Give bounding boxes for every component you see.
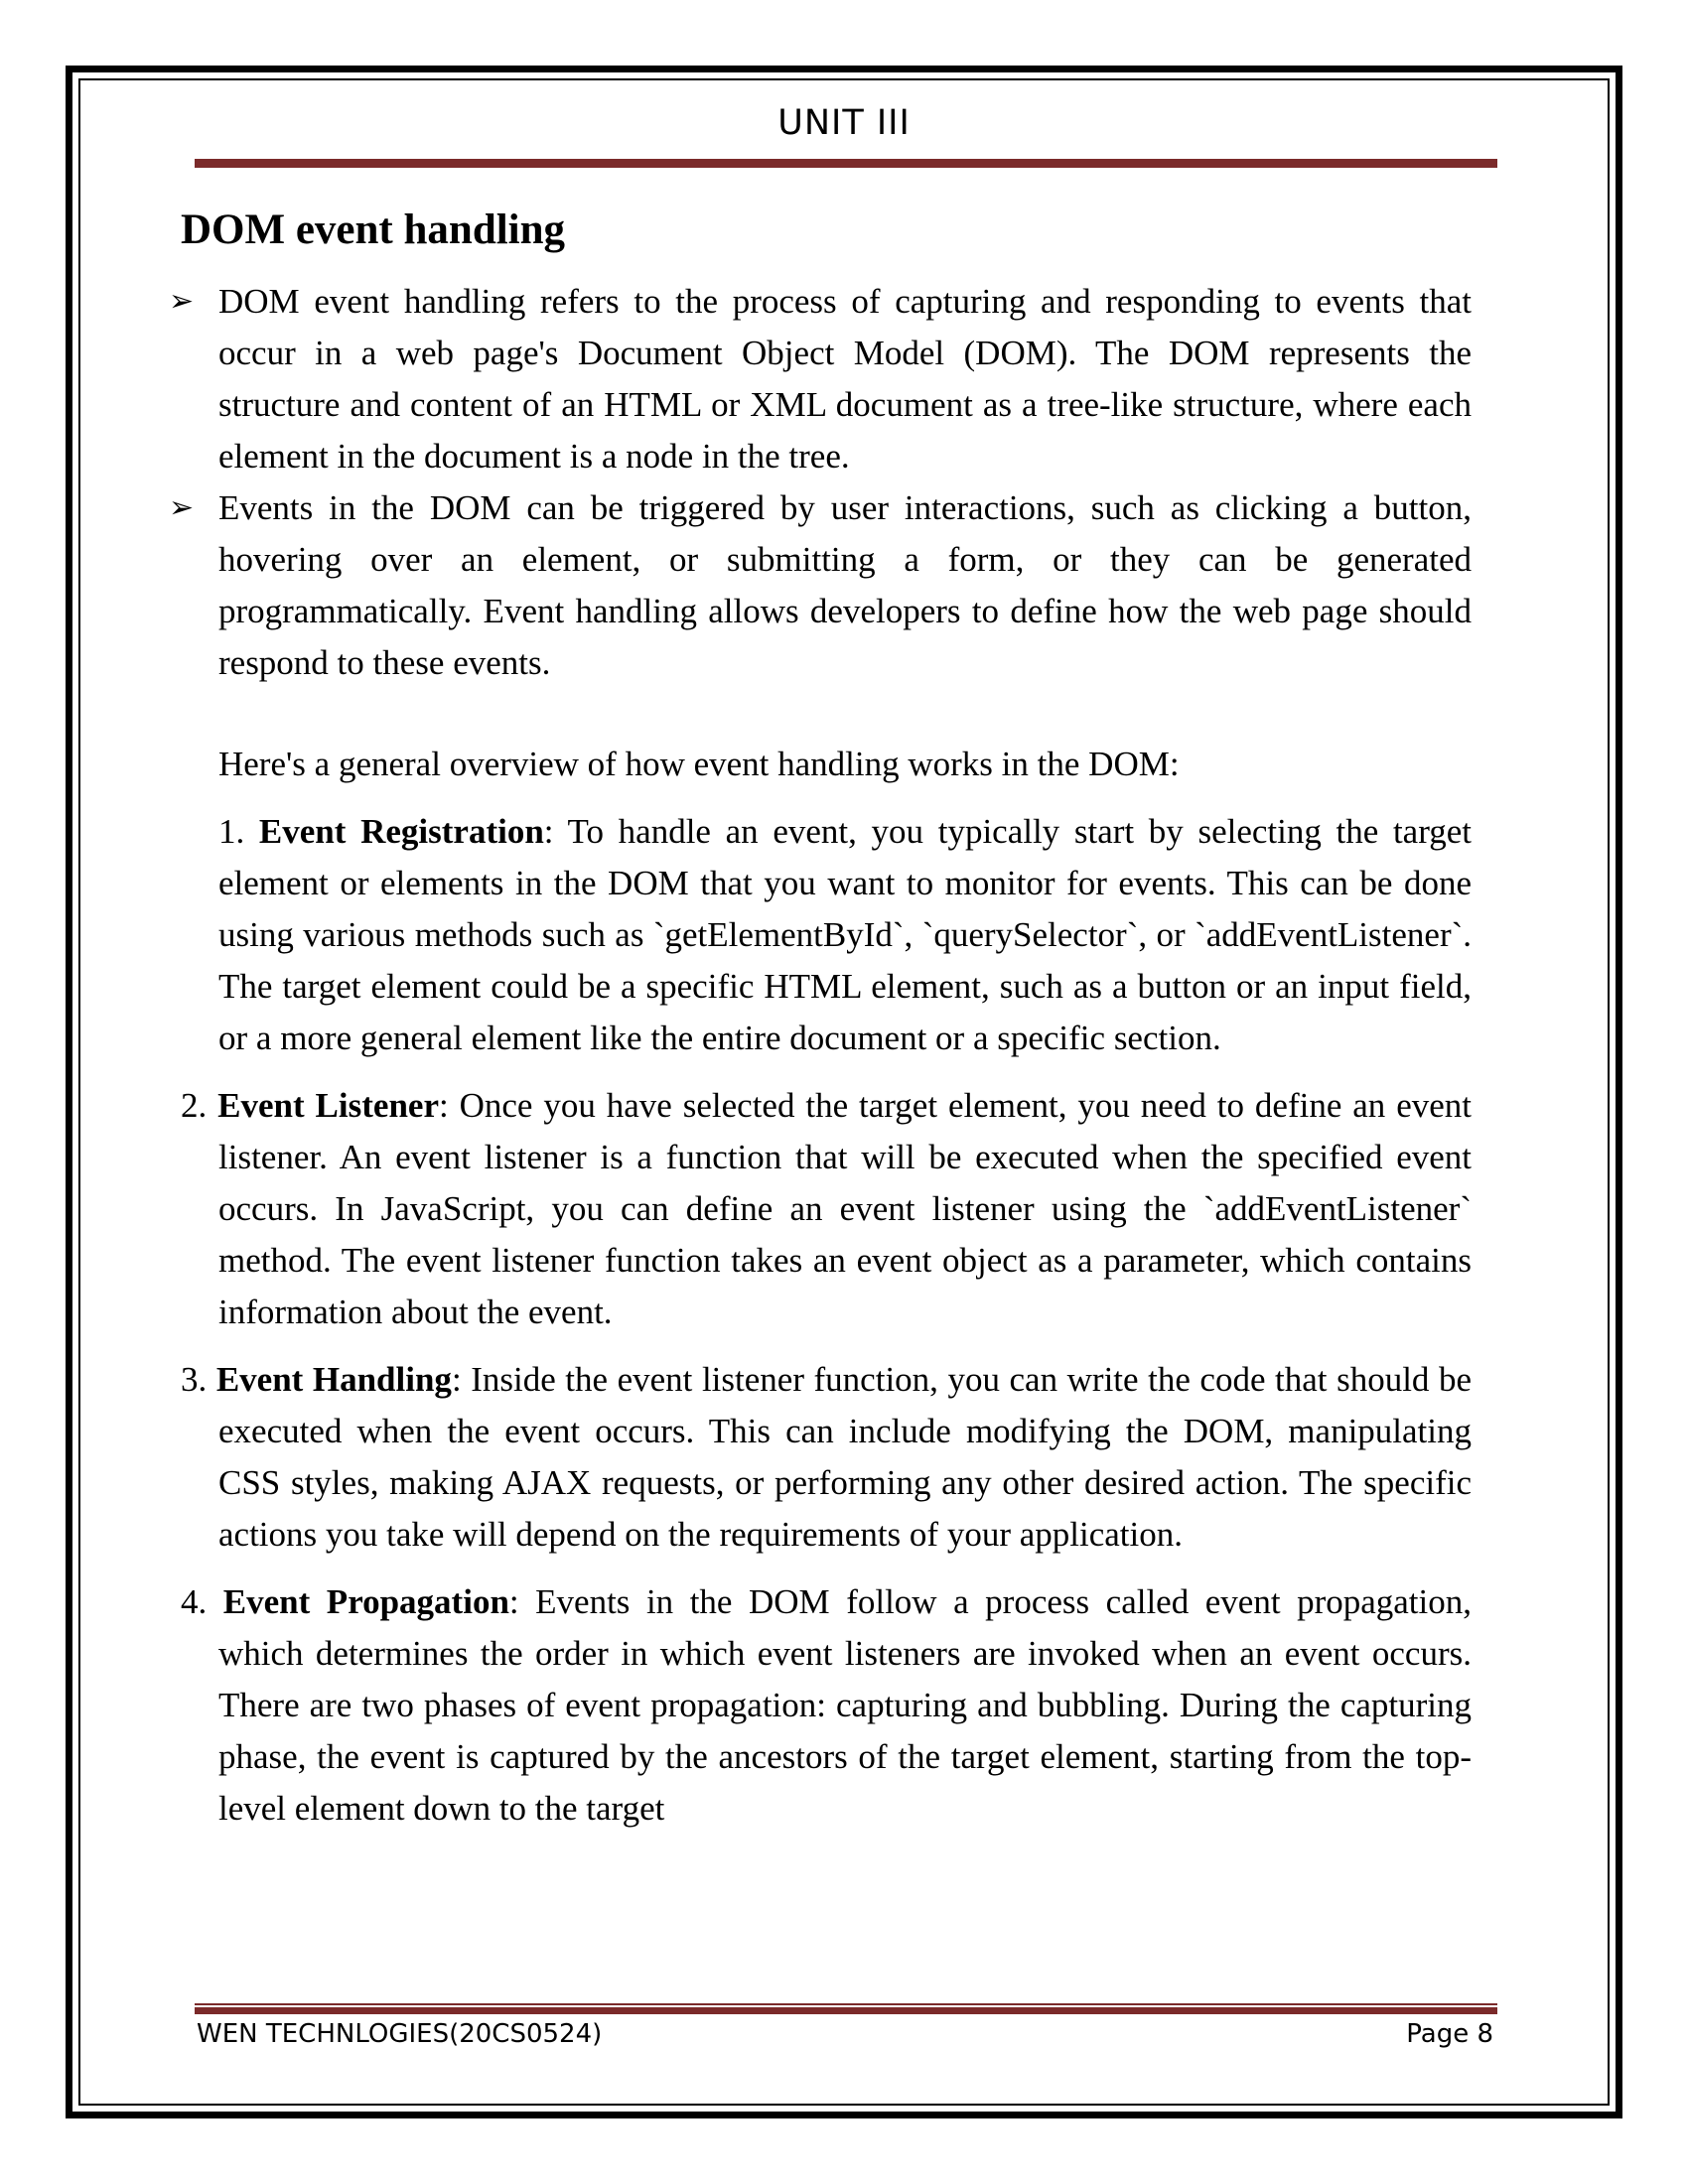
footer-course: WEN TECHNLOGIES(20CS0524) [197, 2019, 603, 2049]
arrow-bullet-icon: ➢ [169, 491, 195, 524]
page-content [169, 203, 1473, 1835]
step-item [181, 1354, 1472, 1561]
overview-text: Here's a general overview of how event handling works in the DOM: [218, 745, 1180, 783]
step-title: Event Propagation [222, 1582, 509, 1621]
bullet-item [169, 482, 1472, 689]
bullet-text: DOM event handling refers to the process of capturing and responding to events that occur in a web page's Document Object Model (DOM). The DOM represents the structure and content of an HTML or XML document as a tree-like structure, where each element in the document is a node in the tree. [218, 282, 1472, 476]
step-title: Event Listener [217, 1086, 439, 1125]
bullet-text: Events in the DOM can be triggered by user interactions, such as clicking a button, hovering over an element, or submitting a form, or they can be generated programmatically. Event handling allows developers to define how the web page should respond to these events. [218, 488, 1472, 682]
unit-title: UNIT III [777, 103, 911, 143]
bullet-item [169, 276, 1472, 482]
step-item [181, 1080, 1472, 1338]
section-heading: DOM event handling [181, 206, 566, 253]
step-number: 2. [181, 1086, 208, 1125]
step-text: : To handle an event, you typically start by selecting the target element or elements in the DOM that you want to monitor for events. This can be done using various methods such as `getElementById`, `querySelector`, or `addEventListener`. The target element could be a specific HTML element, such as a button or an input field, or a more general element like the entire document or a specific section. [218, 812, 1472, 1057]
step-number: 1. [218, 812, 245, 851]
page-number: Page 8 [1406, 2019, 1493, 2049]
step-title: Event Registration [258, 812, 544, 851]
footer-rule [195, 2003, 1497, 2014]
step-item [181, 1576, 1472, 1835]
step-text: : Once you have selected the target element, you need to define an event listener. An event listener is a function that will be executed when the specified event occurs. In JavaScript, you can define an event listener using the `addEventListener` method. The event listener function takes an event object as a parameter, which contains information about the event. [218, 1086, 1472, 1331]
arrow-bullet-icon: ➢ [169, 285, 195, 318]
step-text: : Events in the DOM follow a process called event propagation, which determines the order in which event listeners are invoked when an event occurs. There are two phases of event propagation: capturing and bubbling. During the capturing phase, the event is captured by the ancestors of the target element, starting from the top-level element down to the target [218, 1582, 1472, 1828]
header-rule [195, 157, 1497, 168]
step-text: : Inside the event listener function, you can write the code that should be executed when the event occurs. This can include modifying the DOM, manipulating CSS styles, making AJAX requests, or performing any other desired action. The specific actions you take will depend on the requirements of your application. [218, 1360, 1473, 1554]
step-number: 3. [181, 1360, 208, 1399]
step-number: 4. [181, 1582, 208, 1621]
step-item [181, 806, 1472, 1064]
step-title: Event Handling [215, 1360, 452, 1399]
